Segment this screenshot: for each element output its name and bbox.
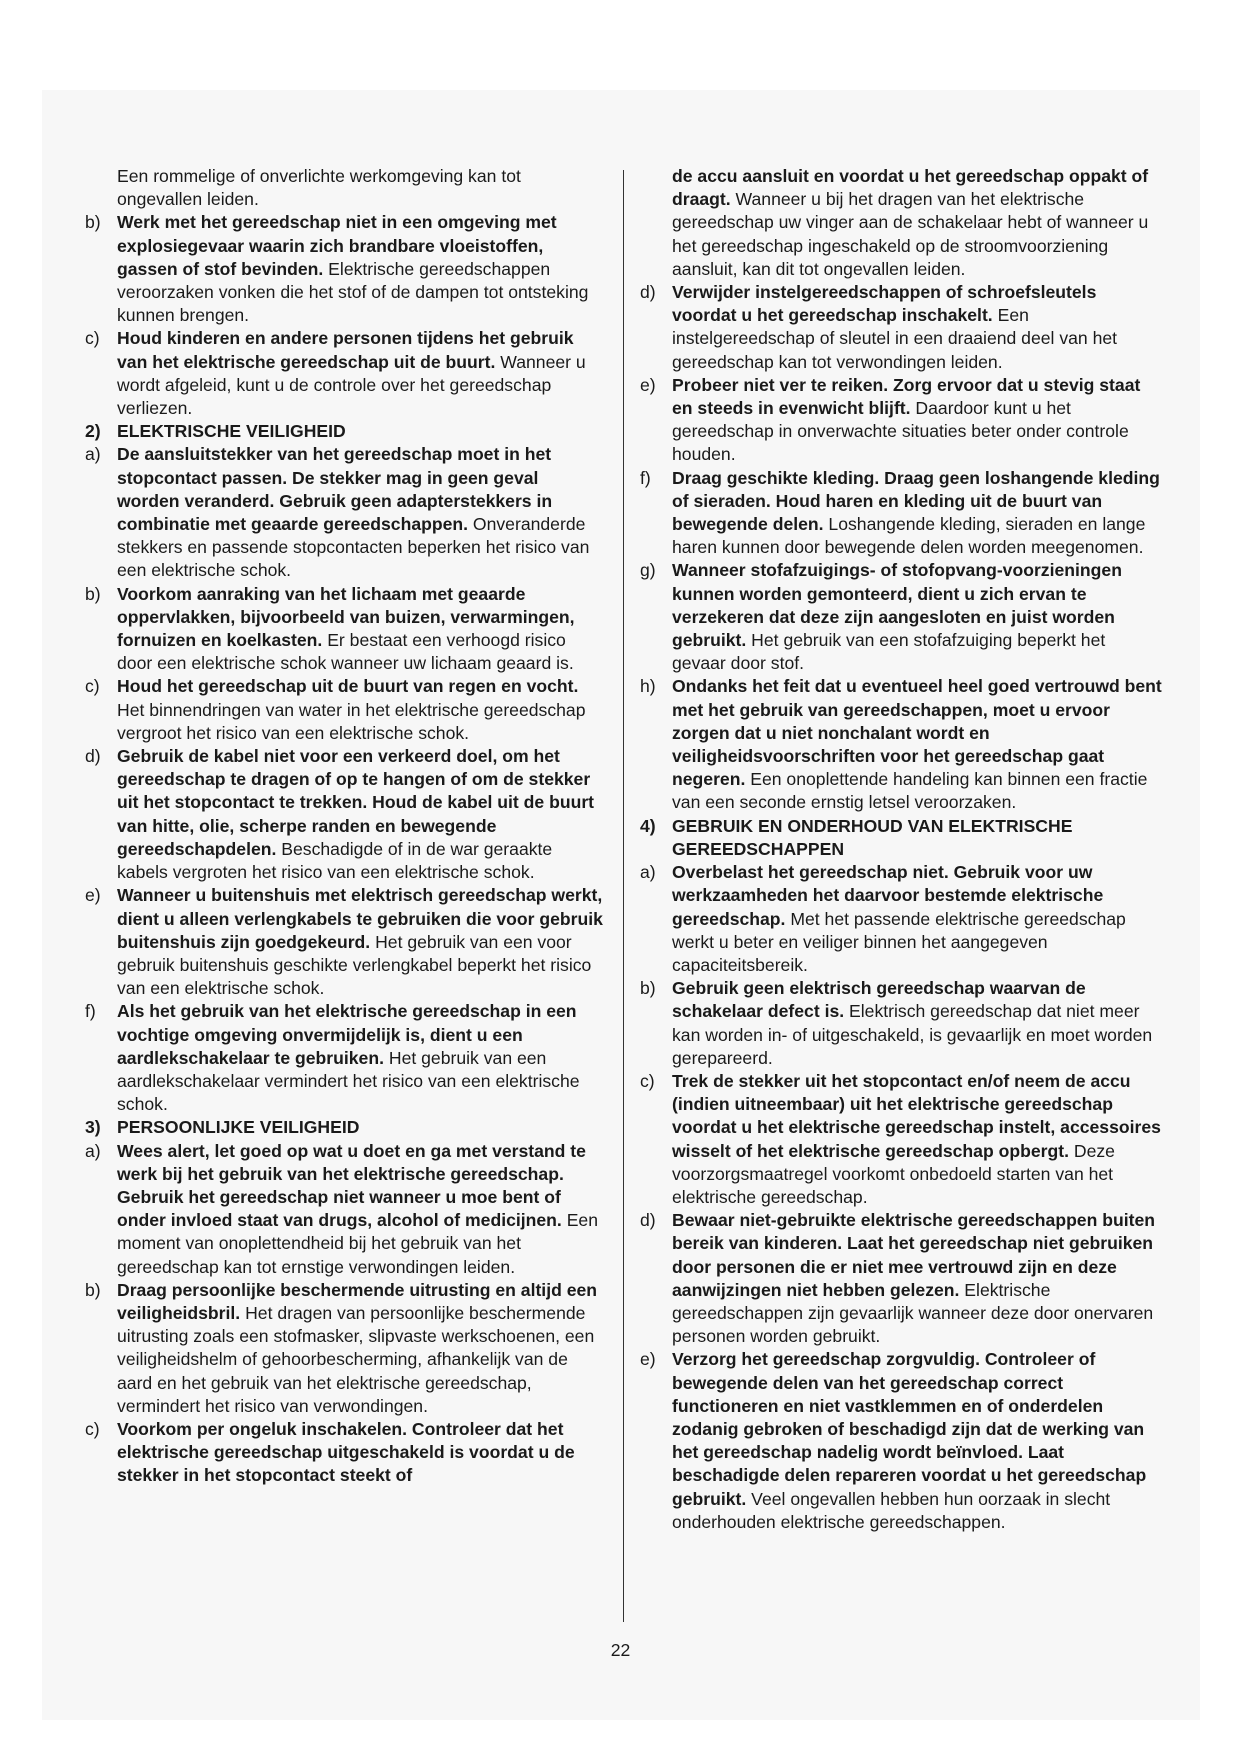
list-item: e) Probeer niet ver te reiken. Zorg ervoor dat u stevig staat en steeds in evenwicht blijft. Daardoor kunt u het gereedschap in onverwachte situaties beter onder controle houden. bbox=[640, 374, 1141, 465]
column-divider bbox=[623, 170, 624, 1622]
list-item: e) Wanneer u buitenshuis met elektrisch gereedschap werkt, dient u alleen verlengkabels te gebruiken die voor gebruik buitenshuis zijn goedgekeurd. Het gebruik van een voor gebruik buitenshuis geschikte verlengkabel beperkt het risico van een elektrische schok. bbox=[85, 885, 603, 999]
list-item: c) Houd kinderen en andere personen tijdens het gebruik van het elektrische gereedschap uit de buurt. Wanneer u wordt afgeleid, kunt u de controle over het gereedschap verliezen. bbox=[85, 328, 586, 419]
list-item: f) Draag geschikte kleding. Draag geen loshangende kleding of sieraden. Houd haren en kleding uit de buurt van bewegende delen. Loshangende kleding, sieraden en lange haren kunnen door bewegende delen worden meegenomen. bbox=[640, 467, 1160, 558]
item-continuation: de accu aansluit en voordat u het gereedschap oppakt of draagt. Wanneer u bij het dragen van het elektrische gereedschap uw vinger aan de schakelaar hebt of wanneer u het gereedschap ingeschakeld op de stroomvoorziening aansluit, kan dit tot ongevallen leiden. bbox=[672, 166, 1149, 279]
list-item: b) Gebruik geen elektrisch gereedschap waarvan de schakelaar defect is. Elektrisch gereedschap dat niet meer kan worden in- of uitgeschakeld, is gevaarlijk en moet worden gerepareerd. bbox=[640, 978, 1153, 1068]
page-number: 22 bbox=[610, 1640, 631, 1660]
section-heading-2: 2) ELEKTRISCHE VEILIGHEID bbox=[85, 421, 346, 442]
section-heading-4: 4) GEBRUIK EN ONDERHOUD VAN ELEKTRISCHE GEREEDSCHAPPEN bbox=[640, 815, 1073, 859]
list-item: e) Verzorg het gereedschap zorgvuldig. Controleer of bewegende delen van het gereedschap correct functioneren en niet vastklemmen en of onderdelen zodanig gebroken of beschadigd zijn dat de werking van het gereedschap nadelig wordt beïnvloed. Laat beschadigde delen repareren voordat u het gereedschap gebruikt. Veel ongevallen hebben hun oorzaak in slecht onderhouden elektrische gereedschappen. bbox=[640, 1349, 1147, 1532]
list-item: d) Gebruik de kabel niet voor een verkeerd doel, om het gereedschap te dragen of op te hangen of om de stekker uit het stopcontact te trekken. Houd de kabel uit de buurt van hitte, olie, scherpe randen en bewegende gereedschapdelen. Beschadigde of in de war geraakte kabels vergroten het risico van een elektrische schok. bbox=[85, 746, 595, 883]
list-item: a) Wees alert, let goed op wat u doet en ga met verstand te werk bij het gebruik van het elektrische gereedschap. Gebruik het gereedschap niet wanneer u moe bent of onder invloed staat van drugs, alcohol of medicijnen. Een moment van onoplettendheid bij het gebruik van het gereedschap kan tot ernstige verwondingen leiden. bbox=[85, 1140, 599, 1277]
list-item: b) Draag persoonlijke beschermende uitrusting en altijd een veiligheidsbril. Het dragen van persoonlijke beschermende uitrusting zoals een stofmasker, slipvaste werkschoenen, een veiligheidshelm of gehoorbescherming, afhankelijk van de aard en het gebruik van het elektrische gereedschap, vermindert het risico van verwondingen. bbox=[85, 1279, 598, 1416]
list-item: d) Bewaar niet-gebruikte elektrische gereedschappen buiten bereik van kinderen. Laat het gereedschap niet gebruiken door personen die er niet mee vertrouwd zijn en deze aanwijzingen niet hebben gelezen. Elektrische gereedschappen zijn gevaarlijk wanneer deze door onervaren personen worden gebruikt. bbox=[640, 1210, 1156, 1347]
left-column bbox=[85, 165, 605, 1488]
list-item: b) Werk met het gereedschap niet in een omgeving met explosiegevaar waarin zich brandbare vloeistoffen, gassen of stof bevinden. Elektrische gereedschappen veroorzaken vonken die het stof of de dampen tot ontsteking kunnen brengen. bbox=[85, 212, 589, 326]
intro-continuation: Een rommelige of onverlichte werkomgeving kan tot ongevallen leiden. bbox=[117, 166, 521, 210]
list-item: b) Voorkom aanraking van het lichaam met geaarde oppervlakken, bijvoorbeeld van buizen, verwarmingen, fornuizen en koelkasten. Er bestaat een verhoogd risico door een elektrische schok wanneer uw lichaam geaard is. bbox=[85, 583, 575, 674]
section-heading-3: 3) PERSOONLIJKE VEILIGHEID bbox=[85, 1117, 360, 1138]
list-item: c) Trek de stekker uit het stopcontact en/of neem de accu (indien uitneembaar) uit het elektrische gereedschap voordat u het elektrische gereedschap instelt, accessoires wisselt of het elektrische gereedschap opbergt. Deze voorzorgsmaatregel voorkomt onbedoeld starten van het elektrische gereedschap. bbox=[640, 1070, 1161, 1207]
list-item: c) Houd het gereedschap uit de buurt van regen en vocht. Het binnendringen van water in het elektrische gereedschap vergroot het risico van een elektrische schok. bbox=[85, 676, 586, 743]
list-item: c) Voorkom per ongeluk inschakelen. Controleer dat het elektrische gereedschap uitgeschakeld is voordat u de stekker in het stopcontact steekt of bbox=[85, 1418, 575, 1486]
list-item: g) Wanneer stofafzuigings- of stofopvang-voorzieningen kunnen worden gemonteerd, dient u zich ervan te verzekeren dat deze zijn aangesloten en juist worden gebruikt. Het gebruik van een stofafzuiging beperkt het gevaar door stof. bbox=[640, 560, 1122, 674]
list-item: f) Als het gebruik van het elektrische gereedschap in een vochtige omgeving onvermijdelijk is, dient u een aardlekschakelaar te gebruiken. Het gebruik van een aardlekschakelaar vermindert het risico van een elektrische schok. bbox=[85, 1001, 580, 1115]
list-item: d) Verwijder instelgereedschappen of schroefsleutels voordat u het gereedschap inschakelt. Een instelgereedschap of sleutel in een draaiend deel van het gereedschap kan tot verwondingen leiden. bbox=[640, 282, 1118, 372]
list-item: a) De aansluitstekker van het gereedschap moet in het stopcontact passen. De stekker mag in geen geval worden veranderd. Gebruik geen adapterstekkers in combinatie met geaarde gereedschappen. Onveranderde stekkers en passende stopcontacten beperken het risico van een elektrische schok. bbox=[85, 444, 590, 581]
list-item: a) Overbelast het gereedschap niet. Gebruik voor uw werkzaamheden het daarvoor bestemde elektrische gereedschap. Met het passende elektrische gereedschap werkt u beter en veiliger binnen het aangegeven capaciteitsbereik. bbox=[640, 862, 1126, 975]
list-item: h) Ondanks het feit dat u eventueel heel goed vertrouwd bent met het gebruik van gereedschappen, moet u ervoor zorgen dat u niet nonchalant wordt en veiligheidsvoorschriften voor het gereedschap gaat negeren. Een onoplettende handeling kan binnen een fractie van een seconde ernstig letsel veroorzaken. bbox=[640, 676, 1162, 813]
right-column bbox=[640, 165, 1162, 1534]
